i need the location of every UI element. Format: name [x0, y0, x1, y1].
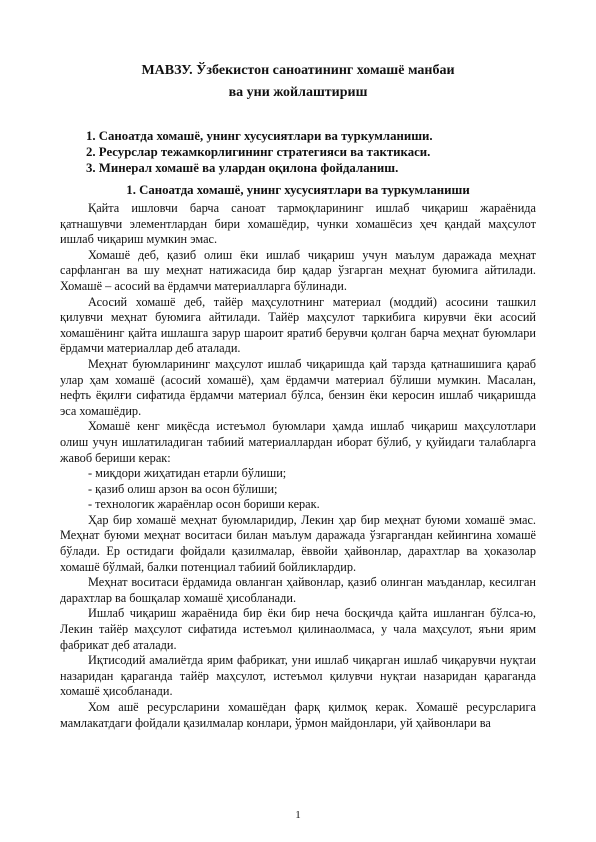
document-title-line-1: МАВЗУ. Ўзбекистон саноатининг хомашё манбаи	[141, 63, 455, 78]
toc-item: 1. Саноатда хомашё, унинг хусусиятлари ва туркумланиши.	[86, 129, 433, 143]
paragraph: Асосий хомашё деб, тайёр маҳсулотнинг материал (моддий) асосини ташкил қилувчи меҳнат буюмига айтилади. Тайёр маҳсулот таркибига кирувчи ёки асосий хомашёнинг қайта ишлашга зарур шароит яратиб берувчи қолган барча меҳнат буюмлари ёрдамчи материаллар деб аталади.	[60, 294, 536, 356]
paragraph: Меҳнат буюмларининг маҳсулот ишлаб чиқаришда қай тарзда қатнашишига қараб улар ҳам хомашё (асосий хомашё), ҳам ёрдамчи материал бўлиши мумкин. Масалан, нефть ёқилғи сифатида ёрдамчи материал бўлса, бензин ёки керосин ишлаб чиқаришда эса хомашёдир.	[60, 356, 536, 418]
list-item: - технологик жараёнлар осон бориши керак.	[88, 497, 320, 512]
paragraph: Қайта ишловчи барча саноат тармоқларининг ишлаб чиқариш жараёнида қатнашувчи элементлардан бири хомашёдир, чунки хомашёсиз ҳеч қандай маҳсулот ишлаб чиқариш мумкин эмас.	[60, 201, 536, 247]
paragraph: Хом ашё ресурсларини хомашёдан фарқ қилмоқ керак. Хомашё ресурсларига мамлакатдаги фойдали қазилмалар конлари, ўрмон майдонлари, уй ҳайвонлари ва	[60, 700, 536, 730]
paragraph: Иқтисодий амалиётда ярим фабрикат, уни ишлаб чиқарган ишлаб чиқарувчи нуқтаи назаридан қараганда тайёр маҳсулот, истеъмол қилувчи нуқтаи назаридан қараганда хомашё ҳисобланади.	[60, 653, 536, 699]
toc-item: 3. Минерал хомашё ва улардан оқилона фойдаланиш.	[86, 161, 399, 175]
paragraph: Ишлаб чиқариш жараёнида бир ёки бир неча босқичда қайта ишланган бўлса-ю, Лекин тайёр маҳсулот сифатида истеъмол қилинаолмаса, у чала маҳсулот, яъни ярим фабрикат деб аталади.	[60, 606, 536, 652]
list-item: - қазиб олиш арзон ва осон бўлиши;	[88, 481, 278, 496]
paragraph: Хомашё кенг миқёсда истеъмол буюмлари ҳамда ишлаб чиқариш маҳсулотлари олиш учун ишлатиладиган табиий материаллардан иборат бўлиб, у қуйидаги талабларга жавоб бериши керак:	[60, 419, 536, 465]
list-item: - миқдори жиҳатидан етарли бўлиши;	[88, 466, 287, 481]
section-heading: 1. Саноатда хомашё, унинг хусусиятлари ва туркумланиши	[126, 183, 470, 197]
toc-item: 2. Ресурслар тежамкорлигининг стратегияси ва тактикаси.	[86, 145, 431, 159]
table-of-contents	[86, 128, 433, 176]
document-title-line-2: ва уни жойлаштириш	[228, 85, 368, 100]
paragraph: Меҳнат воситаси ёрдамида овланган ҳайвонлар, қазиб олинган маъданлар, кесилган дарахтлар ва бошқалар хомашё ҳисобланади.	[60, 575, 536, 605]
paragraph: Ҳар бир хомашё меҳнат буюмларидир, Лекин ҳар бир меҳнат буюми хомашё эмас. Меҳнат буюми меҳнат воситаси билан маълум даражада ўзгаргандан кейингина хомашё бўлади. Ер остидаги фойдали қазилмалар, ёввойи ҳайвонлар, дарахтлар ва ҳоказолар хомашё бўлмай, балки потенциал табиий бойликлардир.	[60, 512, 536, 574]
document-body	[60, 201, 536, 731]
page-number: 1	[295, 809, 301, 821]
paragraph: Хомашё деб, қазиб олиш ёки ишлаб чиқариш учун маълум даражада меҳнат сарфланган ва шу меҳнат натижасида бир қадар ўзгарган меҳнат буюмига айтилади. Хомашё – асосий ва ёрдамчи материалларга бўлинади.	[60, 247, 536, 293]
